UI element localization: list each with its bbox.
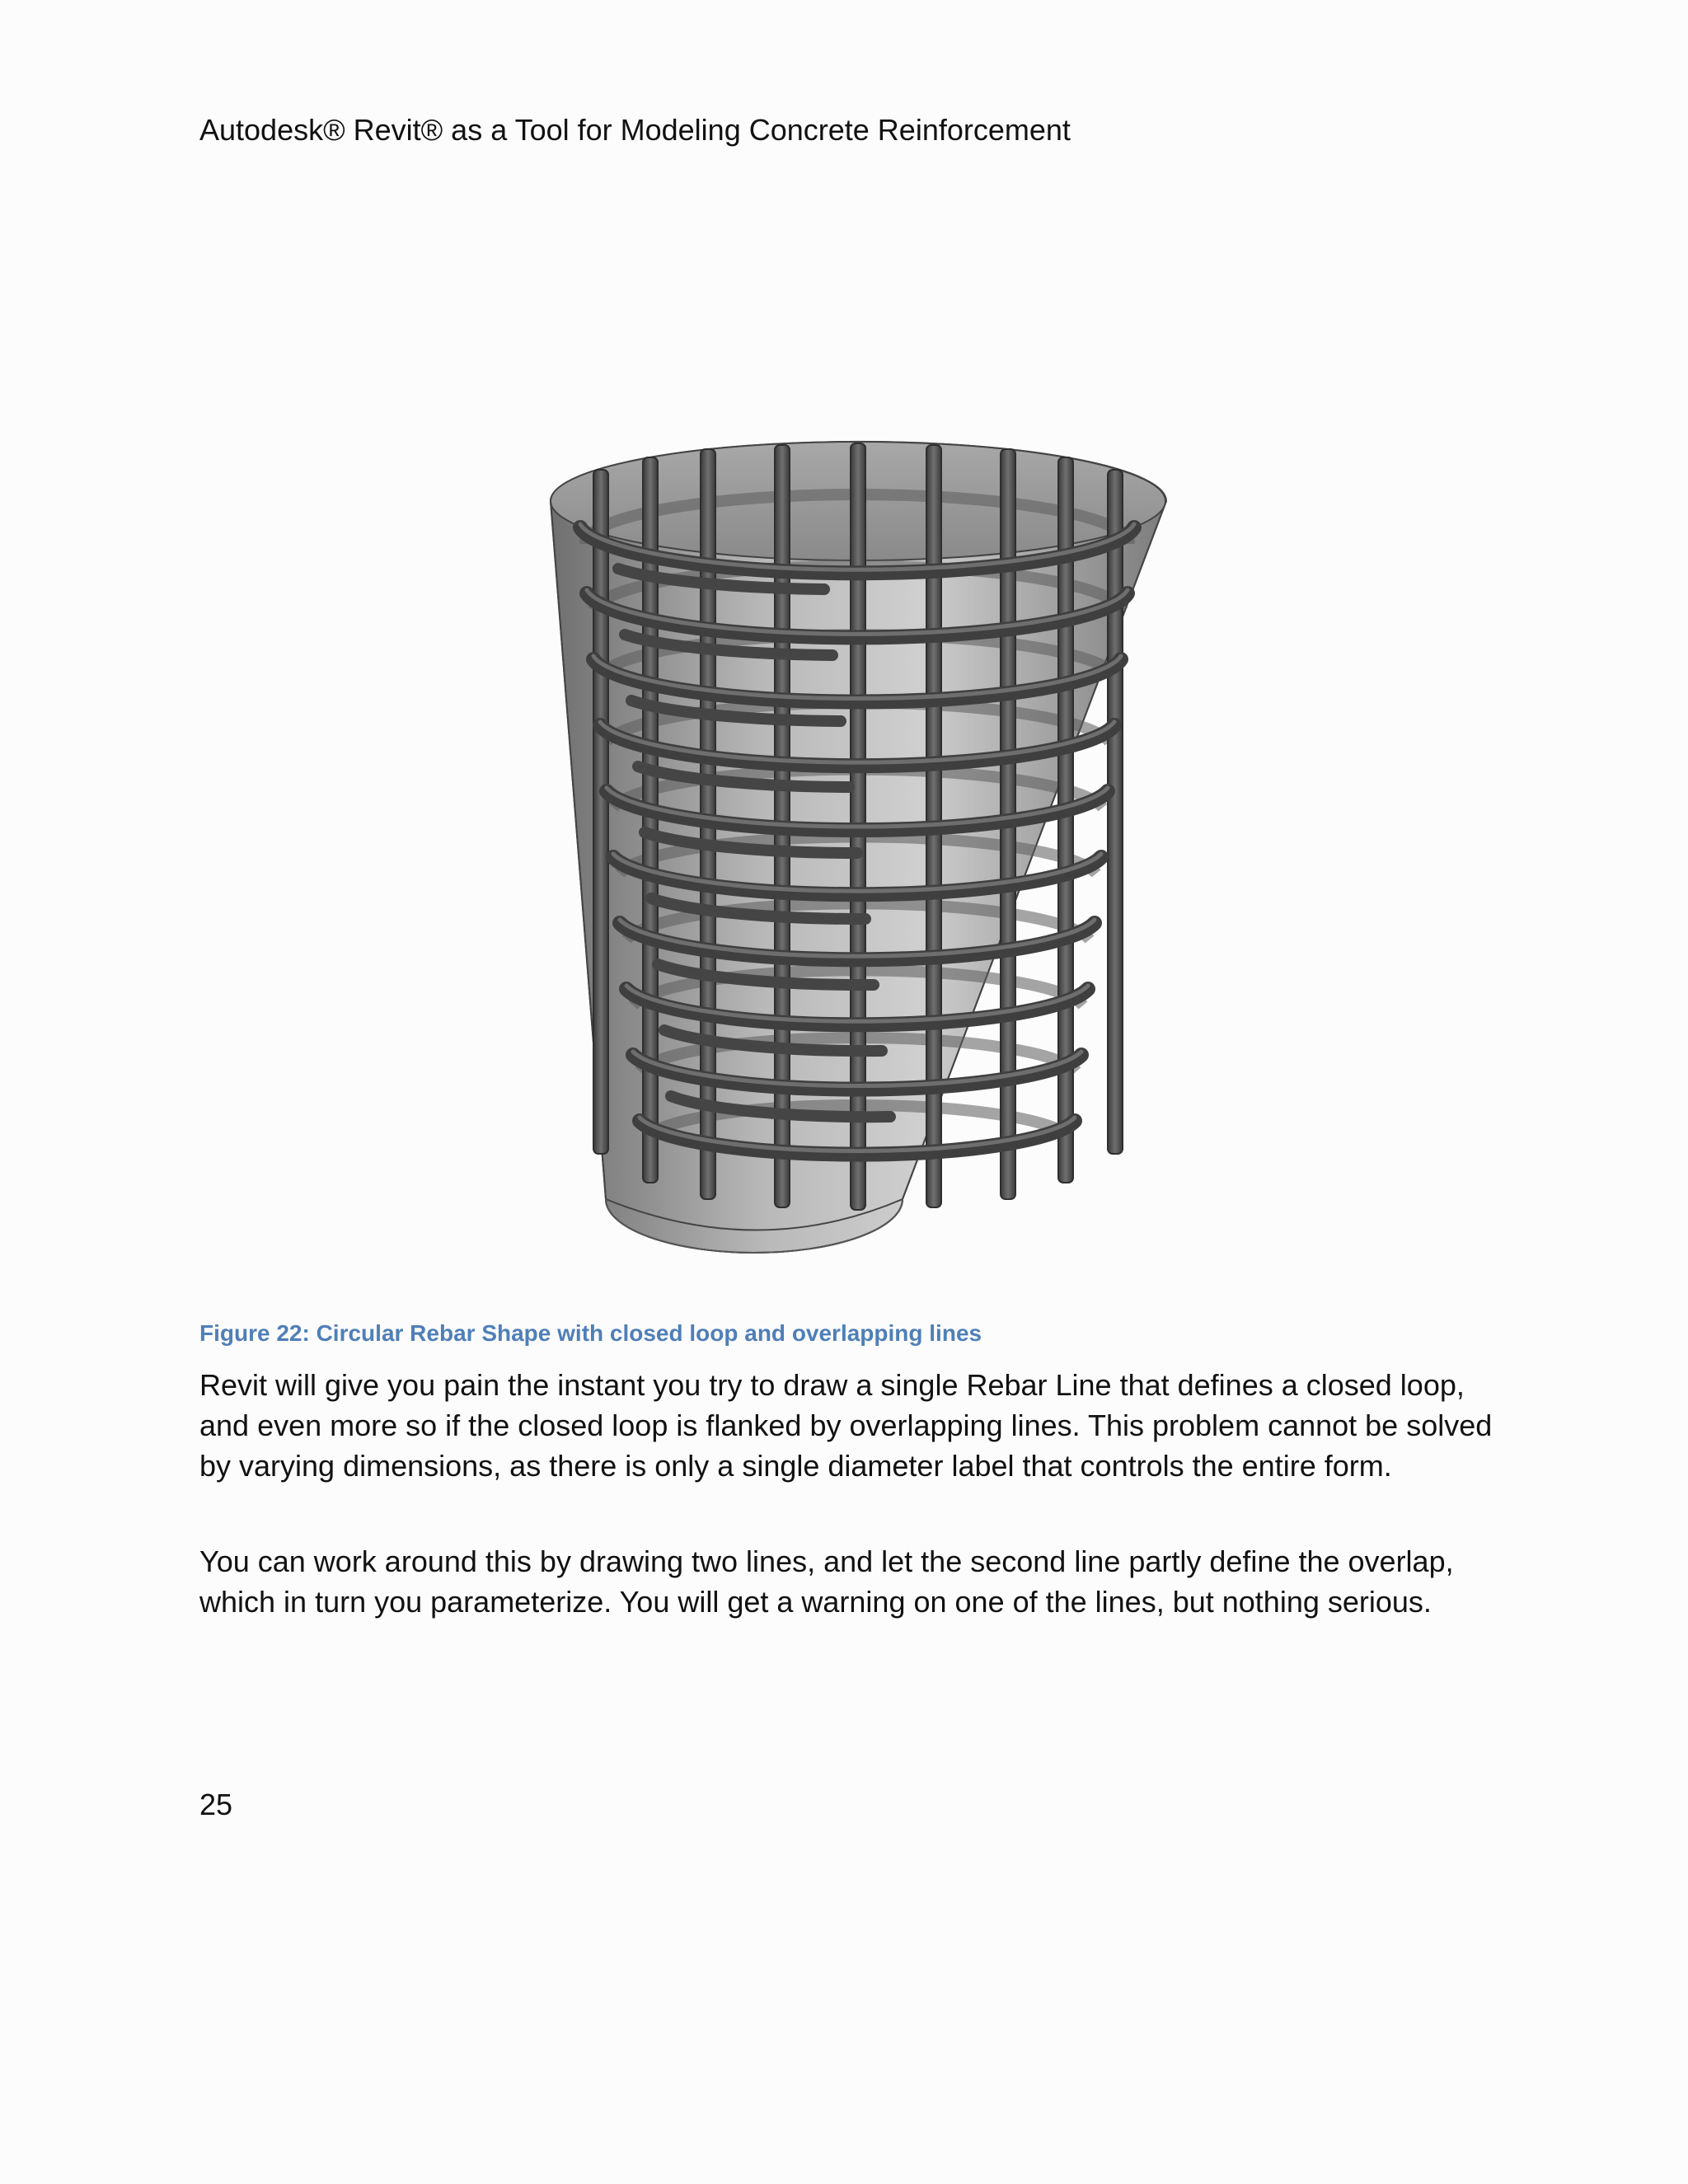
rebar-cage-illustration xyxy=(528,412,1187,1269)
body-paragraph: You can work around this by drawing two lines, and let the second line partly define the overlap, which in turn you parameterize. You will get a warning on one of the lines, but nothing serious. xyxy=(199,1544,1454,1619)
rebar-figure xyxy=(528,412,1187,1269)
body-paragraph: Revit will give you pain the instant you try to draw a single Rebar Line that defines a closed loop, and even more so if the closed loop is flanked by overlapping lines. This problem cannot be solved by varying dimensions, as there is only a single diameter label that controls the entire form. xyxy=(199,1368,1493,1483)
figure-caption: Figure 22: Circular Rebar Shape with closed loop and overlapping lines xyxy=(199,1320,982,1346)
page-header: Autodesk® Revit® as a Tool for Modeling Concrete Reinforcement xyxy=(199,113,1071,147)
page-number: 25 xyxy=(199,1788,233,1821)
